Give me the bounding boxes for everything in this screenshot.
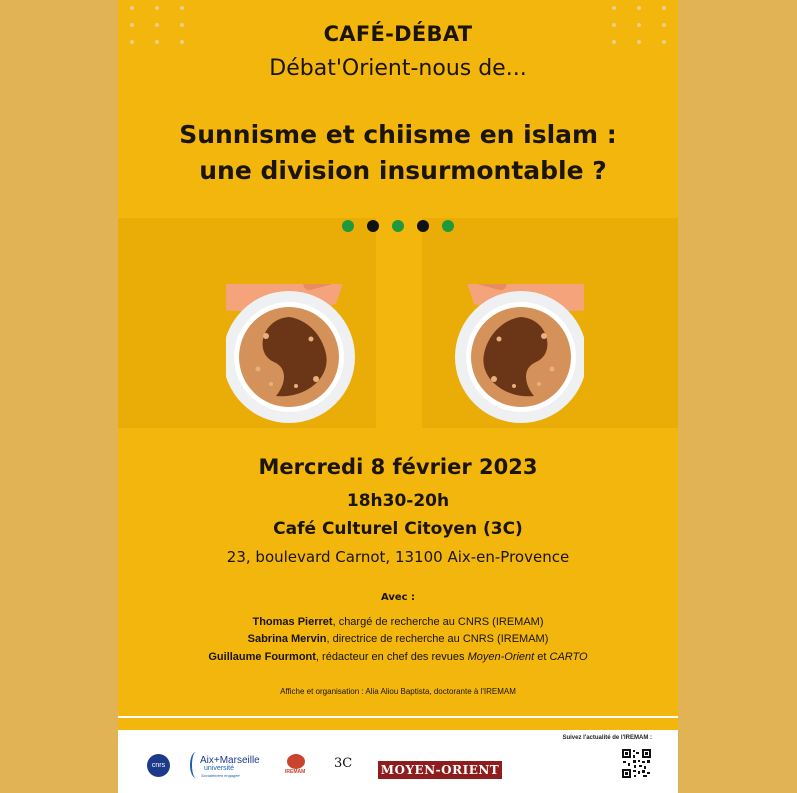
event-time: 18h30-20h (346, 491, 450, 511)
event-date: Mercredi 8 février 2023 (258, 455, 538, 479)
qr-code-icon[interactable] (621, 748, 652, 779)
speakers-heading: Avec : (380, 592, 416, 603)
coffee-cup-left-illustration (226, 284, 396, 434)
speaker-name: Thomas Pierret (252, 616, 333, 628)
color-dot (442, 220, 454, 232)
iremam-logo (285, 754, 305, 775)
event-series: Débat'Orient-nous de... (269, 56, 527, 81)
event-title (118, 117, 678, 189)
iremam-emblem-icon (287, 754, 305, 769)
speaker-line (118, 633, 678, 645)
poster (118, 0, 678, 793)
moyen-orient-logo: MOYEN-ORIENT (378, 761, 502, 779)
amu-tagline: Socialement engagée (201, 773, 240, 778)
speaker-role: , chargé de recherche au CNRS (IREMAM) (332, 616, 544, 628)
iremam-label: IREMAM (285, 769, 306, 775)
speaker-role: , rédacteur en chef des revues (315, 651, 468, 663)
event-venue: Café Culturel Citoyen (3C) (273, 519, 523, 539)
event-kicker: CAFÉ-DÉBAT (323, 22, 473, 46)
color-dot (417, 220, 429, 232)
color-dot (392, 220, 404, 232)
c3-logo: 3C (334, 756, 353, 771)
color-dot (342, 220, 354, 232)
journal-name: CARTO (549, 651, 588, 663)
amu-name: Aix+Marseille (200, 755, 260, 766)
coffee-cup-right-illustration (414, 284, 584, 434)
journal-name: Moyen-Orient (467, 651, 535, 663)
speaker-name: Guillaume Fourmont (208, 651, 316, 663)
amu-sub: université (204, 765, 234, 772)
speaker-role-conj: et (534, 651, 550, 663)
speaker-line (118, 616, 678, 628)
poster-credit: Affiche et organisation : Alia Aliou Baptista, doctorante à l'IREMAM (280, 687, 516, 696)
speaker-line (118, 651, 678, 663)
color-dots (342, 220, 454, 232)
color-dot (367, 220, 379, 232)
event-address: 23, boulevard Carnot, 13100 Aix-en-Provence (226, 548, 570, 566)
title-line-1: Sunnisme et chiisme en islam : (179, 120, 617, 149)
cnrs-logo: cnrs (147, 754, 170, 777)
footer-divider (118, 716, 678, 718)
follow-label: Suivez l'actualité de l'IREMAM : (562, 735, 652, 741)
speaker-role: , directrice de recherche au CNRS (IREMAM) (326, 633, 549, 645)
partner-footer (118, 730, 678, 793)
title-line-2: une division insurmontable ? (199, 156, 607, 185)
speaker-name: Sabrina Mervin (247, 633, 327, 645)
